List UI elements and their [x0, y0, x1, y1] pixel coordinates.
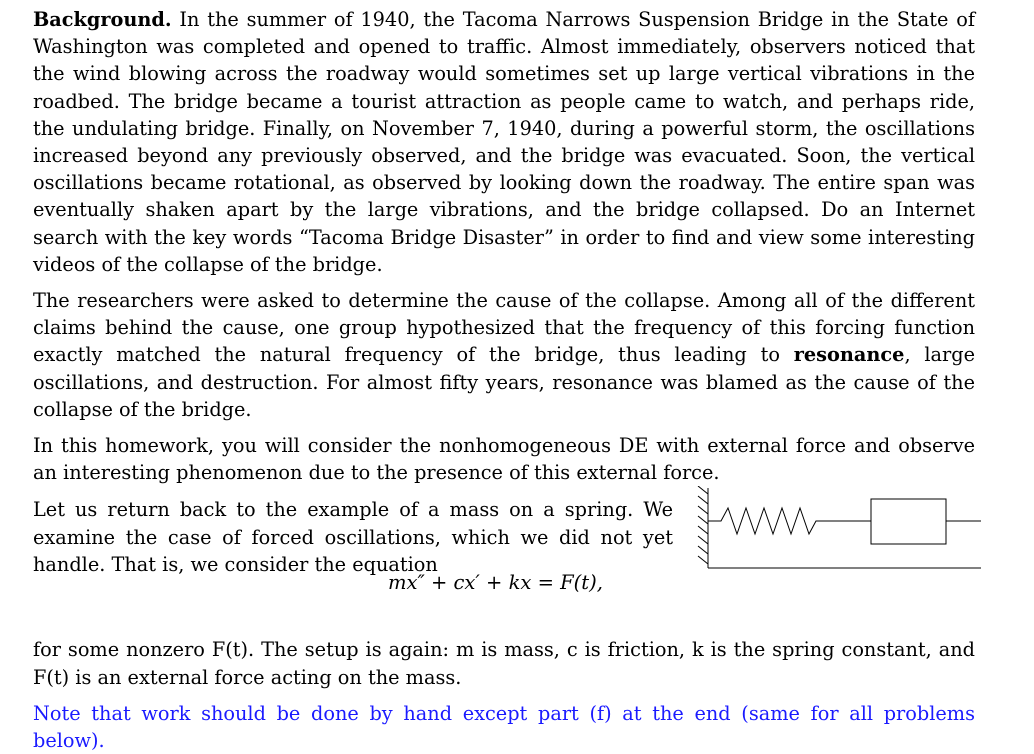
spring-icon: [708, 508, 829, 534]
hatched-wall-icon: [698, 486, 708, 568]
background-paragraph: [33, 6, 975, 278]
background-text: In the summer of 1940, the Tacoma Narrows Suspension Bridge in the State of Washington was completed and opened to traffic. Almost immediately, observers noticed that the wind blowing across the roadway would sometimes set up large vertical vibrations in the roadbed. The bridge became a tourist attraction as people came to watch, and perhaps ride, the undulating bridge. Finally, on November 7, 1940, during a powerful storm, the oscillations increased beyond any previously observed, and the bridge was evacuated. Soon, the vertical oscillations became rotational, as observed by looking down the roadway. The entire span was eventually shaken apart by the large vibrations, and the bridge collapsed. Do an Internet search with the key words “Tacoma Bridge Disaster” in order to find and view some interesting videos of the collapse of the bridge.: [33, 8, 975, 276]
background-lead: Background.: [33, 8, 172, 31]
arrow-right-icon: [946, 515, 981, 527]
setup-paragraph: for some nonzero F(t). The setup is again: m is mass, c is friction, k is the spring constant, and F(t) is an external force acting on the mass.: [33, 638, 975, 689]
resonance-keyword: resonance: [793, 343, 905, 367]
note-paragraph: Note that work should be done by hand except part (f) at the end (same for all problems below).: [33, 701, 975, 753]
researchers-text-before: The researchers were asked to determine the cause of the collapse. Among all of the different claims behind the cause, one group hypothesized that the frequency of this forcing function exactly matched the natural frequency of the bridge, thus leading to: [33, 289, 975, 367]
forced-oscillation-equation: mx″ + cx′ + kx = F(t),: [388, 571, 603, 595]
researchers-paragraph: [33, 287, 975, 423]
researchers-text-after: , large oscillations, and destruction. For almost fifty years, resonance was blamed as the cause of the collapse of the bridge.: [33, 343, 976, 421]
homework-paragraph: In this homework, you will consider the nonhomogeneous DE with external force and observe an interesting phenomenon due to the presence of this external force.: [33, 434, 975, 485]
spring-section: [33, 496, 975, 614]
spring-mass-diagram: [681, 486, 981, 586]
spring-paragraph: Let us return back to the example of a mass on a spring. We examine the case of forced oscillations, which we did not yet handle. That is, we consider the equation: [33, 498, 673, 576]
document-body: [33, 6, 975, 754]
spring-intro: [33, 496, 673, 578]
mass-block-icon: [871, 499, 946, 544]
